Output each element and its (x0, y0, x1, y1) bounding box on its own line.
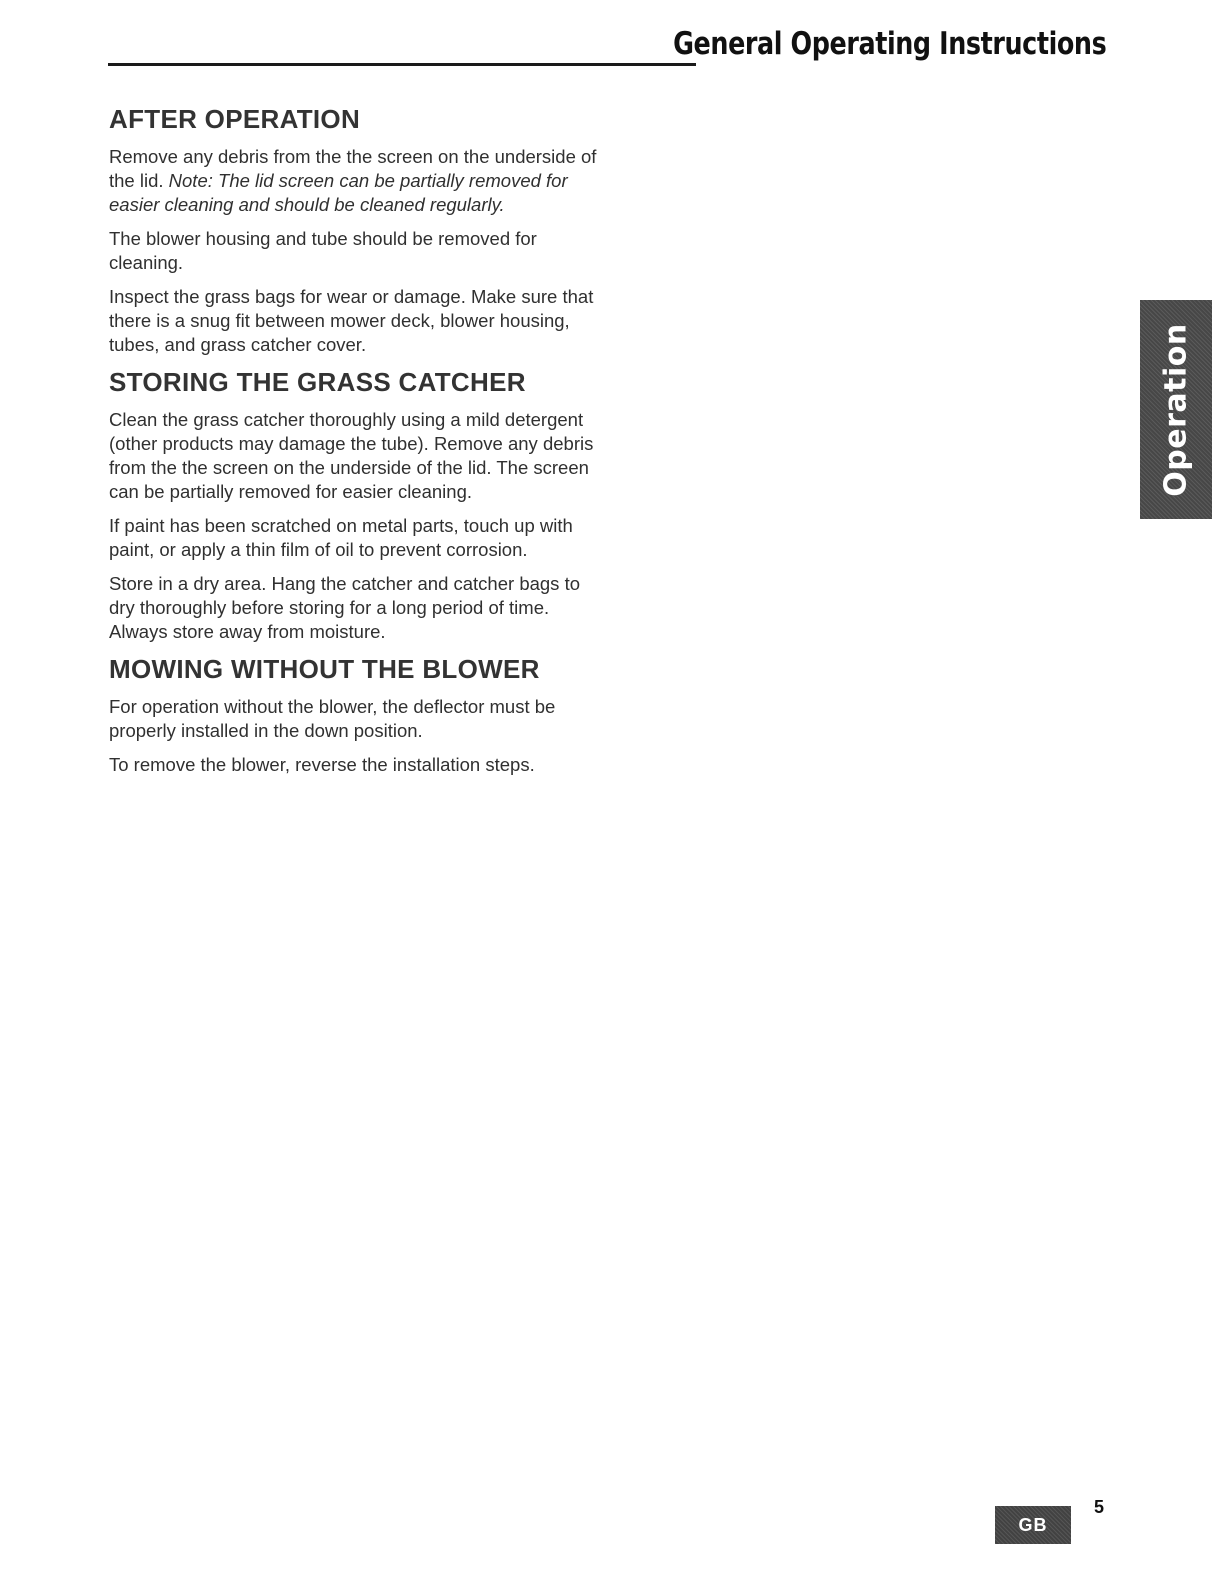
paragraph: Clean the grass catcher thoroughly using a mild detergent (other products may damage the tube). Remove any debris from the the screen on the underside of the lid. The screen can be partially removed for easier cleaning. (109, 409, 594, 502)
paragraph (109, 145, 599, 217)
paragraph-text: Remove any debris from the the screen on the underside of the lid. (109, 146, 597, 191)
paragraph: If paint has been scratched on metal parts, touch up with paint, or apply a thin film of oil to prevent corrosion. (109, 515, 573, 560)
header-rule (108, 63, 696, 66)
section-heading: AFTER OPERATION (109, 104, 361, 134)
paragraph: To remove the blower, reverse the installation steps. (109, 754, 535, 775)
page-number: 5 (1094, 1497, 1105, 1517)
paragraph: For operation without the blower, the deflector must be properly installed in the down position. (109, 696, 556, 741)
paragraph: The blower housing and tube should be removed for cleaning. (109, 228, 537, 273)
section-heading: MOWING WITHOUT THE BLOWER (109, 654, 540, 684)
side-tab-label: Operation (1158, 322, 1194, 497)
section-storing-grass-catcher (109, 367, 599, 644)
language-badge: GB (995, 1506, 1071, 1544)
main-content (109, 104, 599, 787)
operation-side-tab (1140, 300, 1212, 519)
paragraph: Inspect the grass bags for wear or damage. Make sure that there is a snug fit between mower deck, blower housing, tubes, and grass catcher cover. (109, 286, 594, 355)
paragraph: Store in a dry area. Hang the catcher and catcher bags to dry thoroughly before storing for a long period of time. Always store away from moisture. (109, 573, 581, 642)
section-heading: STORING THE GRASS CATCHER (109, 367, 526, 397)
note-text: Note: The lid screen can be partially removed for easier cleaning and should be cleaned regularly. (109, 170, 568, 215)
page-header-title: General Operating Instructions (672, 26, 1106, 62)
section-after-operation (109, 104, 599, 357)
section-mowing-without-blower (109, 654, 599, 777)
